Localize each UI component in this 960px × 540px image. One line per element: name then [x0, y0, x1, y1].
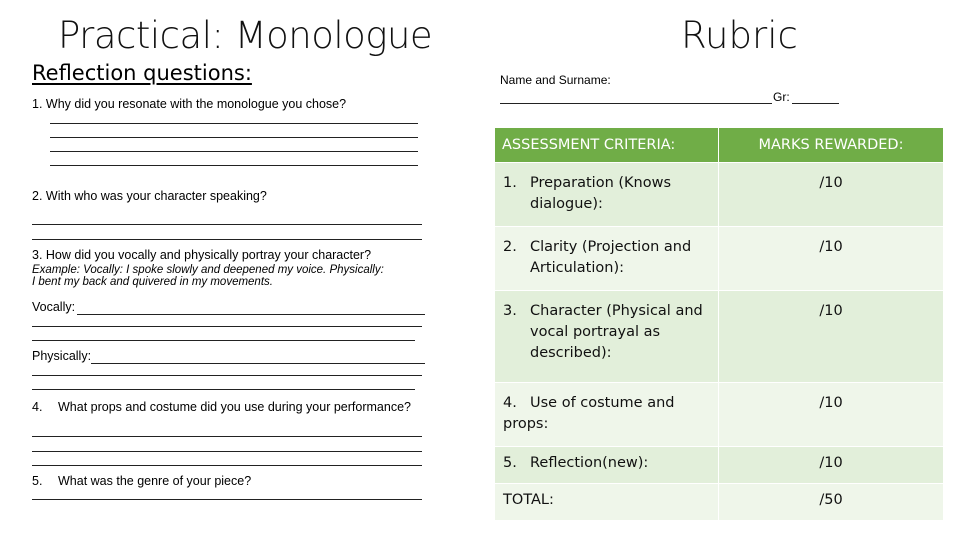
grade-input-line[interactable]: [792, 103, 839, 104]
question-3-example: Example: Vocally: I spoke slowly and deepened my voice. Physically:: [32, 264, 384, 276]
rubric-title: Rubric: [681, 14, 798, 57]
table-row: [495, 291, 944, 383]
answer-line[interactable]: [32, 499, 422, 500]
question-2: 2. With who was your character speaking?: [32, 189, 267, 203]
criteria-cell: 4. Use of costume and props:: [495, 383, 719, 447]
answer-line[interactable]: [50, 151, 418, 152]
name-surname-label: Name and Surname:: [500, 73, 611, 87]
question-5: What was the genre of your piece?: [58, 474, 252, 488]
answer-line[interactable]: [32, 451, 422, 452]
answer-line[interactable]: [50, 123, 418, 124]
question-5-number: 5.: [32, 474, 43, 488]
marks-cell: /10: [719, 383, 944, 447]
criteria-cell: 2. Clarity (Projection and Articulation):: [495, 227, 719, 291]
question-3-example-cont: I bent my back and quivered in my movements.: [32, 276, 273, 288]
total-marks-cell: /50: [719, 484, 944, 521]
marks-cell: /10: [719, 163, 944, 227]
criteria-header: ASSESSMENT CRITERIA:: [495, 128, 719, 163]
vocally-input-line[interactable]: [77, 314, 425, 315]
table-row: [495, 447, 944, 484]
criteria-cell: 5. Reflection(new):: [495, 447, 719, 484]
vocally-label: Vocally:: [32, 300, 76, 314]
answer-line[interactable]: [50, 137, 418, 138]
answer-line[interactable]: [32, 326, 422, 327]
question-4-number: 4.: [32, 400, 43, 414]
answer-line[interactable]: [32, 465, 422, 466]
answer-line[interactable]: [32, 389, 415, 390]
question-1: 1. Why did you resonate with the monologue you chose?: [32, 97, 347, 111]
answer-line[interactable]: [32, 375, 422, 376]
answer-line[interactable]: [32, 224, 422, 225]
rubric-table: [494, 127, 944, 521]
question-4: What props and costume did you use during your performance?: [58, 400, 411, 414]
physically-input-line[interactable]: [91, 363, 425, 364]
marks-header: MARKS REWARDED:: [719, 128, 944, 163]
page-title: Practical: Monologue: [58, 14, 433, 57]
physically-label: Physically:: [32, 349, 92, 363]
criteria-cell: 3. Character (Physical and vocal portrayal as described):: [495, 291, 719, 383]
marks-cell: /10: [719, 447, 944, 484]
marks-cell: /10: [719, 227, 944, 291]
table-row: [495, 227, 944, 291]
rubric-header-row: [495, 128, 944, 163]
question-3: 3. How did you vocally and physically portray your character?: [32, 248, 372, 262]
table-row: [495, 163, 944, 227]
answer-line[interactable]: [32, 436, 422, 437]
criteria-cell: 1. Preparation (Knows dialogue):: [495, 163, 719, 227]
total-label-cell: TOTAL:: [495, 484, 719, 521]
total-row: [495, 484, 944, 521]
answer-line[interactable]: [32, 239, 422, 240]
table-row: [495, 383, 944, 447]
grade-label: Gr:: [773, 90, 790, 104]
answer-line[interactable]: [32, 340, 415, 341]
name-input-line[interactable]: [500, 103, 772, 104]
marks-cell: /10: [719, 291, 944, 383]
answer-line[interactable]: [50, 165, 418, 166]
reflection-heading: Reflection questions:: [32, 61, 252, 85]
